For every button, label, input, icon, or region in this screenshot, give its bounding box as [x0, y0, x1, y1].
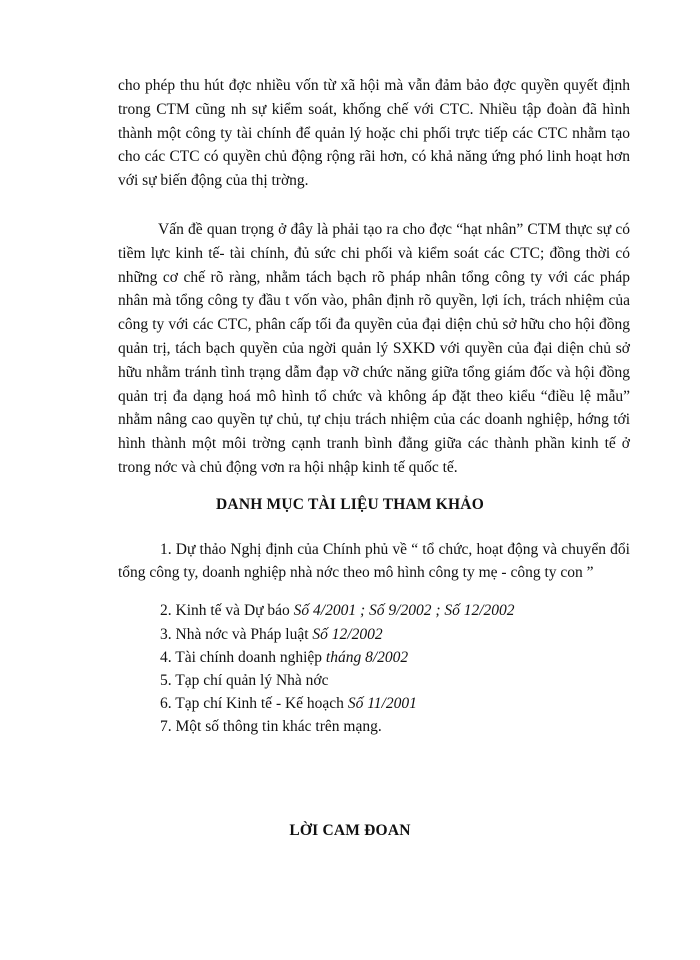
body-paragraph-2: Vấn đề quan trọng ở đây là phải tạo ra cho đợc “hạt nhân” CTM thực sự có tiềm lực kinh tế- tài chính, đủ sức chi phối và kiểm soát các CTC; đồng thời có những cơ chế rõ ràng, nhằm tách bạch rõ pháp nhân tổng công ty với các pháp nhân mà tổng công ty đầu t vốn vào, phân định rõ quyền, lợi ích, trách nhiệm của công ty với các CTC, phân cấp tối đa quyền của đại diện chủ sở hữu cho hội đồng quản trị, tách bạch quyền của ngời quản lý SXKD với quyền của đại diện chủ sở hữu nhằm tránh tình trạng dẫm đạp vỡ chức năng giữa tổng giám đốc và hội đồng quản trị đa dạng hoá mô hình tổ chức và không áp đặt theo kiểu “điều lệ mẫu” nhằm nâng cao quyền tự chủ, tự chịu trách nhiệm của các doanh nghiệp, hớng tới hình thành một môi trờng cạnh tranh bình đẳng giữa các thành phần kinh tế ở trong nớc và chủ động vơn ra hội nhập kinh tế quốc tế.: [118, 221, 630, 476]
reference-item-3-issues: Số 12/2002: [312, 626, 383, 643]
reference-item-6-issues: Số 11/2001: [347, 695, 417, 712]
reference-item-1: 1. Dự thảo Nghị định của Chính phủ về “ tổ chức, hoạt động và chuyển đổi tổng công ty, doanh nghiệp nhà nớc theo mô hình công ty mẹ - công ty con ”: [118, 541, 630, 581]
reference-item-6-text: 6. Tạp chí Kinh tế - Kế hoạch: [160, 695, 348, 712]
reference-item-6: [160, 693, 417, 715]
reference-item-5: [160, 670, 328, 692]
reference-item-3-text: 3. Nhà nớc và Pháp luật: [160, 626, 313, 643]
reference-item-4: [160, 647, 408, 669]
reference-item-7-text: 7. Một số thông tin khác trên mạng.: [160, 718, 382, 735]
reference-item-4-issues: tháng 8/2002: [325, 649, 409, 666]
body-paragraph-1: cho phép thu hút đợc nhiều vốn từ xã hội mà vẫn đảm bảo đợc quyền quyết định trong CTM cũng nh sự kiểm soát, khống chế với CTC. Nhiều tập đoàn đã hình thành một công ty tài chính để quản lý hoặc chi phối trực tiếp các CTC nhằm tạo cho các CTC có quyền chủ động rộng rãi hơn, có khả năng ứng phó linh hoạt hơn với sự biến động của thị trờng.: [118, 77, 630, 190]
reference-item-3: [160, 624, 383, 646]
references-heading: DANH MỤC TÀI LIỆU THAM KHẢO: [216, 496, 484, 513]
reference-item-2-issues: Số 4/2001 ; Số 9/2002 ; Số 12/2002: [293, 602, 515, 619]
reference-item-4-text: 4. Tài chính doanh nghiệp: [160, 649, 326, 666]
reference-item-2: [160, 600, 515, 622]
oath-heading: LỜI CAM ĐOAN: [289, 822, 411, 839]
reference-item-7: [160, 716, 382, 738]
reference-item-5-text: 5. Tạp chí quản lý Nhà nớc: [160, 672, 329, 689]
reference-item-2-text: 2. Kinh tế và Dự báo: [160, 602, 294, 619]
